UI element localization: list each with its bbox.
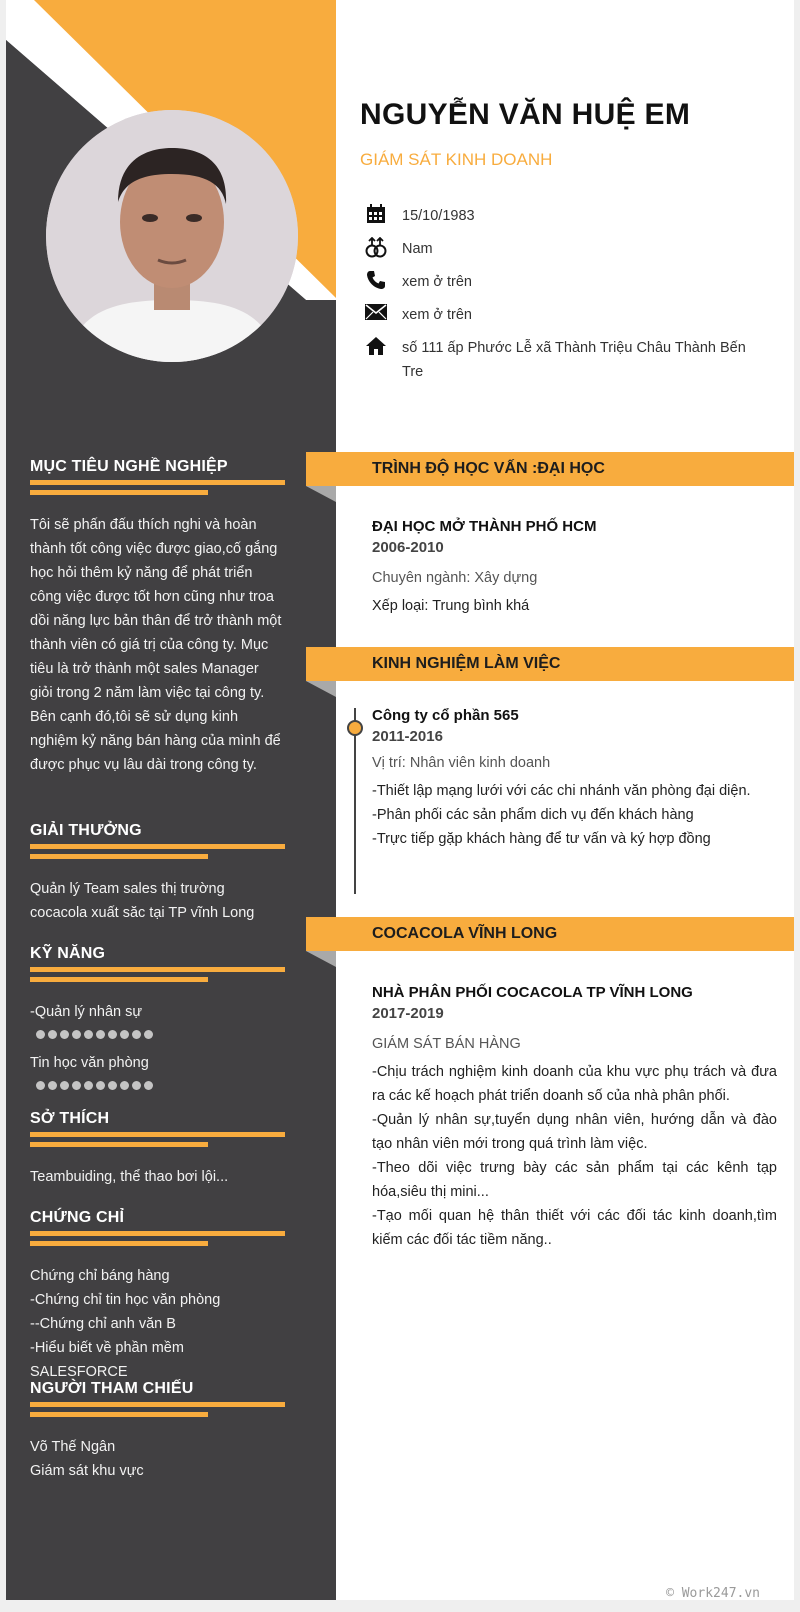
cocacola-block — [372, 984, 777, 1252]
experience-position: Vị trí: Nhân viên kinh doanh — [372, 755, 551, 771]
experience-block — [372, 707, 777, 851]
school-name: ĐẠI HỌC MỞ THÀNH PHỐ HCM — [372, 518, 597, 535]
heading-underline — [30, 480, 285, 485]
job-title: GIÁM SÁT KINH DOANH — [360, 150, 553, 169]
cv-page — [6, 0, 794, 1600]
reference-name: Võ Thế Ngân — [30, 1439, 116, 1455]
rating-dot — [132, 1081, 141, 1090]
calendar-icon — [360, 204, 392, 228]
avatar-photo — [46, 110, 298, 362]
experience-years: 2011-2016 — [372, 728, 443, 745]
rating-dot — [108, 1030, 117, 1039]
cocacola-position: GIÁM SÁT BÁN HÀNG — [372, 1036, 521, 1052]
header-fold — [306, 951, 336, 967]
experience-header — [306, 647, 794, 681]
phone-icon — [360, 270, 392, 294]
references-heading: NGƯỜI THAM CHIẾU — [30, 1380, 194, 1397]
awards-text: Quản lý Team sales thị trường cocacola xuất săc tại TP vĩnh Long — [30, 881, 255, 921]
rating-dot — [120, 1081, 129, 1090]
objective-section — [30, 458, 285, 777]
objective-text: Tôi sẽ phấn đấu thích nghi và hoàn thành tốt công việc được giao,cố gắng học hỏi thêm kỷ năng để phát triển công việc được tốt hơn cũng như troa dồi năng lực bản thân để trở thành một thành viên có giá trị của công ty. Mục tiêu là trở thành một sales Manager giỏi trong 2 năm làm việc tại công ty. — [30, 517, 282, 701]
rating-dot — [36, 1030, 45, 1039]
cocacola-years: 2017-2019 — [372, 1005, 444, 1022]
awards-section — [30, 822, 285, 925]
rating-dot — [72, 1081, 81, 1090]
heading-underline-short — [30, 1241, 208, 1246]
education-grade: Xếp loại: Trung bình khá — [372, 598, 530, 614]
duty-line: -Tạo mối quan hệ thân thiết với các đối tác kinh doanh,tìm kiếm các đối tác tiềm năng.. — [372, 1208, 777, 1248]
timeline-dot — [347, 720, 363, 736]
heading-underline-short — [30, 977, 208, 982]
heading-underline — [30, 1402, 285, 1407]
birthdate-text: 15/10/1983 — [402, 208, 475, 224]
rating-dot — [60, 1081, 69, 1090]
certificates-heading: CHỨNG CHỈ — [30, 1209, 125, 1226]
rating-dot — [72, 1030, 81, 1039]
rating-dot — [120, 1030, 129, 1039]
header-fold — [306, 681, 336, 697]
skills-heading: KỸ NĂNG — [30, 945, 106, 962]
duty-line: -Chịu trách nghiệm kinh doanh của khu vực phụ trách và đưa ra các kế hoạch phát triển doanh số của nhà phân phối. — [372, 1064, 777, 1104]
objective-text-2: Bên cạnh đó,tôi sẽ sử dụng kinh nghiệm kỷ năng bán hàng của mình để được phục vụ lâu dài trong công ty. — [30, 709, 281, 773]
heading-underline-short — [30, 1412, 208, 1417]
email-icon — [360, 303, 392, 327]
address-text: số 111 ấp Phước Lễ xã Thành Triệu Châu Thành Bến Tre — [402, 340, 746, 380]
cocacola-heading: COCACOLA VĨNH LONG — [372, 925, 558, 942]
rating-dot — [36, 1081, 45, 1090]
cocacola-header — [306, 917, 794, 951]
objective-heading: MỤC TIÊU NGHỀ NGHIỆP — [30, 458, 228, 475]
education-years: 2006-2010 — [372, 539, 444, 556]
rating-dot — [84, 1030, 93, 1039]
rating-dot — [84, 1081, 93, 1090]
rating-dot — [60, 1030, 69, 1039]
contact-email — [360, 303, 760, 327]
hobbies-section — [30, 1110, 285, 1189]
rating-dot — [48, 1030, 57, 1039]
contact-phone — [360, 270, 760, 294]
skill-rating — [36, 1081, 285, 1090]
duty-line: -Theo dõi việc trưng bày các sản phẩm tại các kênh tạp hóa,siêu thị mini... — [372, 1160, 777, 1200]
heading-underline — [30, 1231, 285, 1236]
contact-gender — [360, 237, 760, 261]
rating-dot — [96, 1081, 105, 1090]
duty-line: -Trực tiếp gặp khách hàng để tư vấn và ký hợp đồng — [372, 831, 711, 847]
gender-text: Nam — [402, 241, 433, 257]
contact-address — [360, 336, 760, 384]
contact-birthdate — [360, 204, 760, 228]
duty-line: -Thiết lập mạng lưới với các chi nhánh văn phòng đại diện. — [372, 783, 751, 799]
education-major: Chuyên ngành: Xây dựng — [372, 570, 538, 586]
rating-dot — [108, 1081, 117, 1090]
duty-line: -Phân phối các sản phẩm dich vụ đến khách hàng — [372, 807, 694, 823]
certificates-section — [30, 1209, 285, 1384]
heading-underline — [30, 967, 285, 972]
duty-line: -Quản lý nhân sự,tuyển dụng nhân viên, hướng dẫn và đào tạo nhân viên mới trong quá trình làm việc. — [372, 1112, 777, 1152]
references-section — [30, 1380, 285, 1483]
education-heading: TRÌNH ĐỘ HỌC VẤN :ĐẠI HỌC — [372, 460, 605, 477]
heading-underline — [30, 844, 285, 849]
heading-underline-short — [30, 490, 208, 495]
certificate-line: --Chứng chỉ anh văn B — [30, 1316, 176, 1332]
person-name: NGUYỄN VĂN HUỆ EM — [360, 98, 691, 131]
hobbies-text: Teambuiding, thể thao bơi lội... — [30, 1169, 229, 1185]
rating-dot — [48, 1081, 57, 1090]
awards-heading: GIẢI THƯỞNG — [30, 822, 142, 839]
reference-role: Giám sát khu vực — [30, 1463, 144, 1479]
education-block — [372, 518, 777, 618]
home-icon — [360, 336, 392, 384]
hobbies-heading: SỞ THÍCH — [30, 1110, 110, 1127]
phone-text: xem ở trên — [402, 274, 472, 290]
rating-dot — [144, 1030, 153, 1039]
heading-underline — [30, 1132, 285, 1137]
heading-underline-short — [30, 854, 208, 859]
experience-heading: KINH NGHIỆM LÀM VIỆC — [372, 655, 561, 672]
avatar — [46, 110, 298, 362]
skill-name: Tin học văn phòng — [30, 1055, 149, 1071]
rating-dot — [144, 1081, 153, 1090]
skill-name: -Quản lý nhân sự — [30, 1004, 143, 1020]
header-fold — [306, 486, 336, 502]
rating-dot — [132, 1030, 141, 1039]
distributor-name: NHÀ PHÂN PHỐI COCACOLA TP VĨNH LONG — [372, 984, 693, 1001]
rating-dot — [96, 1030, 105, 1039]
skills-section — [30, 945, 285, 1102]
company-name: Công ty cổ phần 565 — [372, 707, 519, 724]
watermark: © Work247.vn — [666, 1586, 760, 1601]
gender-icon — [360, 237, 392, 261]
certificate-line: Chứng chỉ báng hàng — [30, 1268, 170, 1284]
certificate-line: -Chứng chỉ tin học văn phòng — [30, 1292, 221, 1308]
skill-rating — [36, 1030, 285, 1039]
heading-underline-short — [30, 1142, 208, 1147]
certificate-line: -Hiểu biết về phần mềm SALESFORCE — [30, 1340, 184, 1380]
email-text: xem ở trên — [402, 307, 472, 323]
education-header — [306, 452, 794, 486]
